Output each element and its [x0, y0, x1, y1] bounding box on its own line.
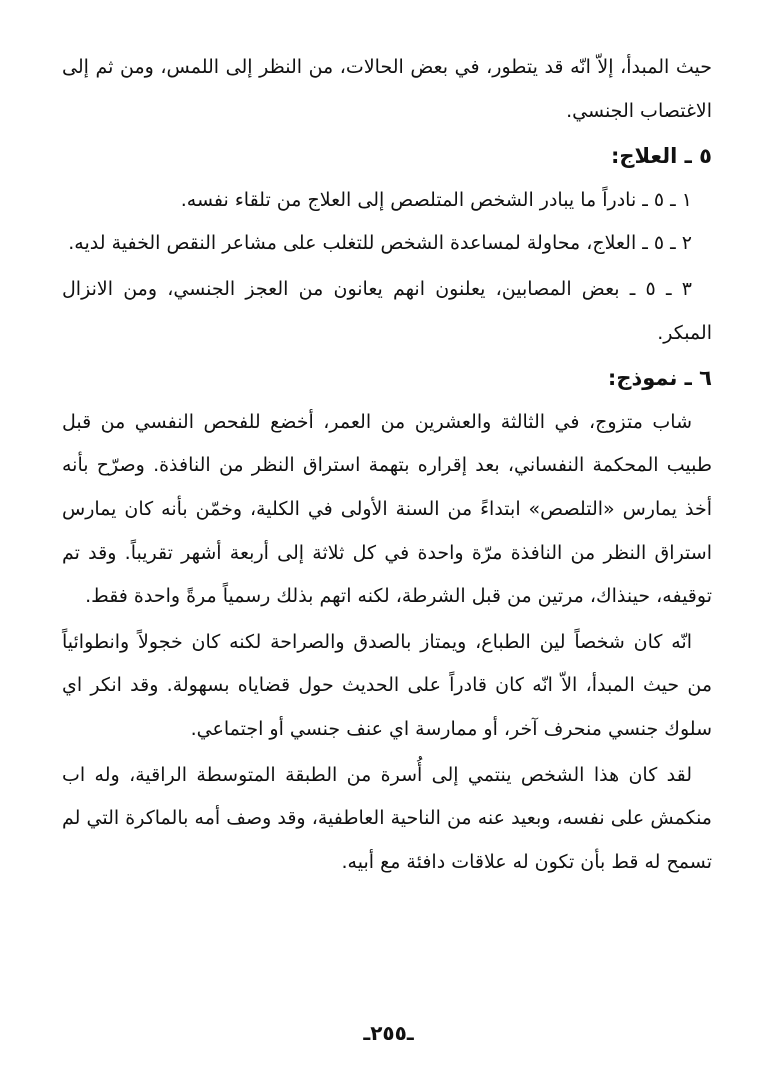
treatment-item-3: ٣ ـ ٥ ـ بعض المصابين، يعلنون انهم يعانون من العجز الجنسي، ومن الانزال المبكر.	[62, 277, 712, 344]
section-heading-treatment: ٥ ـ العلاج:	[610, 144, 712, 169]
case-paragraph-3: لقد كان هذا الشخص ينتمي إلى أُسرة من الطبقة المتوسطة الراقية، وله اب منكمش على نفسه، وبعيد عنه من الناحية العاطفية، وقد وصف أمه بالماكرة التي لم تسمح له قط بأن تكون له علاقات دافئة مع أبيه.	[62, 763, 712, 873]
paragraph-continuation: حيث المبدأ، إلاّ انّه قد يتطور، في بعض الحالات، من النظر إلى اللمس، ومن ثم إلى الاغتصاب الجنسي.	[62, 56, 712, 122]
page-body	[62, 46, 712, 884]
section-heading-case-study: ٦ ـ نموذج:	[607, 366, 712, 391]
treatment-item-2: ٢ ـ ٥ ـ العلاج، محاولة لمساعدة الشخص للتغلب على مشاعر النقص الخفية لديه.	[68, 232, 692, 255]
case-paragraph-2: انّه كان شخصاً لين الطباع، ويمتاز بالصدق والصراحة لكنه كان خجولاً وانطوائياً من حيث المبدأ، الاّ انّه كان قادراً على الحديث حول قضاياه بسهولة. وقد انكر اي سلوك جنسي منحرف آخر، أو ممارسة اي عنف جنسي أو اجتماعي.	[62, 630, 712, 740]
treatment-item-1: ١ ـ ٥ ـ نادراً ما يبادر الشخص المتلصص إلى العلاج من تلقاء نفسه.	[180, 188, 692, 211]
page-number: ـ٢٥٥ـ	[363, 1021, 414, 1045]
case-paragraph-1: شاب متزوج، في الثالثة والعشرين من العمر، أخضع للفحص النفسي من قبل طبيب المحكمة النفساني، بعد إقراره بتهمة استراق النظر من النافذة. وصرّح بأنه أخذ يمارس «التلصص» ابتداءً من السنة الأولى في الكلية، وخمّن بأنه كان يمارس استراق النظر من النافذة مرّة واحدة في كل ثلاثة إلى أربعة أشهر تقريباً. وقد تم توقيفه، حينذاك، مرتين من قبل الشرطة، لكنه اتهم بذلك رسمياً مرةً واحدة فقط.	[62, 410, 712, 608]
